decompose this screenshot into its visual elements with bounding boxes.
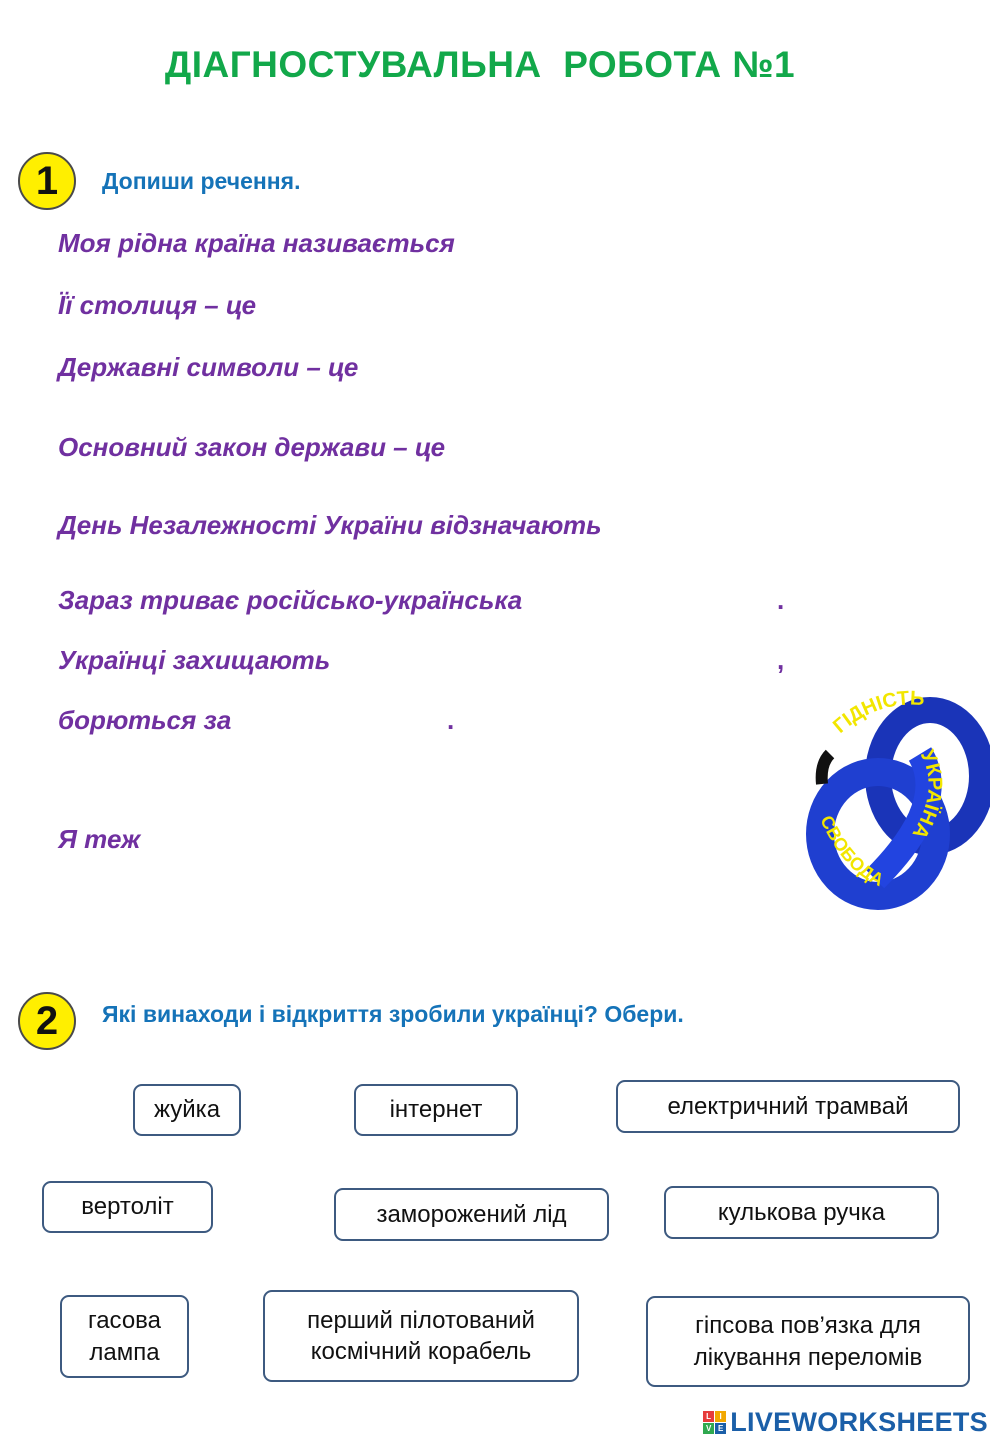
sentence-capital: Її столиця – це [58,290,257,320]
logo-letter: L [703,1411,714,1422]
option-internet[interactable]: інтернет [354,1084,518,1136]
sentence-fight-for: борються за [58,705,232,735]
logo-letter: V [703,1423,714,1434]
option-chewing-gum[interactable]: жуйка [133,1084,241,1136]
task-2-number: 2 [18,992,76,1050]
option-first-spaceship[interactable]: перший пілотований космічний корабель [263,1290,579,1382]
sentence-symbols: Державні символи – це [58,352,359,382]
bracelet-text-bottom: СВОБОДА [816,812,887,891]
page-title: ДІАГНОСТУВАЛЬНА РОБОТА №1 [164,44,796,85]
option-kerosene-lamp[interactable]: гасова лампа [60,1295,189,1378]
sentence-war-period: . [777,585,785,615]
sentence-defend-comma: , [777,645,785,675]
sentence-constitution: Основний закон держави – це [58,432,446,462]
bracelet-text-top: ГІДНІСТЬ [829,687,925,738]
option-plaster-cast[interactable]: гіпсова пов’язка для лікування переломів [646,1296,970,1387]
option-helicopter[interactable]: вертоліт [42,1181,213,1233]
bracelet-text-diagonal: УКРАЇНА [907,746,946,843]
sentence-defend: Українці захищають [58,645,331,675]
logo-letter: E [715,1423,726,1434]
bracelet-image [800,684,990,916]
liveworksheets-logo-text: LIVEWORKSHEETS [730,1407,988,1437]
task-1-instruction: Допиши речення. [102,168,301,194]
sentence-me-too: Я теж [58,824,141,854]
option-ballpoint-pen[interactable]: кулькова ручка [664,1186,939,1239]
option-electric-tram[interactable]: електричний трамвай [616,1080,960,1133]
logo-letter: I [715,1411,726,1422]
option-frozen-ice[interactable]: заморожений лід [334,1188,609,1241]
liveworksheets-logo [703,1407,988,1438]
sentence-country: Моя рідна країна називається [58,228,455,258]
sentence-independence-day: День Незалежності України відзначають [58,510,602,540]
task-2-instruction: Які винаходи і відкриття зробили українці? Обери. [102,1001,684,1027]
sentence-fight-for-period: . [447,705,455,735]
task-1-number: 1 [18,152,76,210]
sentence-war: Зараз триває російсько-українська [58,585,523,615]
liveworksheets-logo-icon [703,1411,726,1434]
